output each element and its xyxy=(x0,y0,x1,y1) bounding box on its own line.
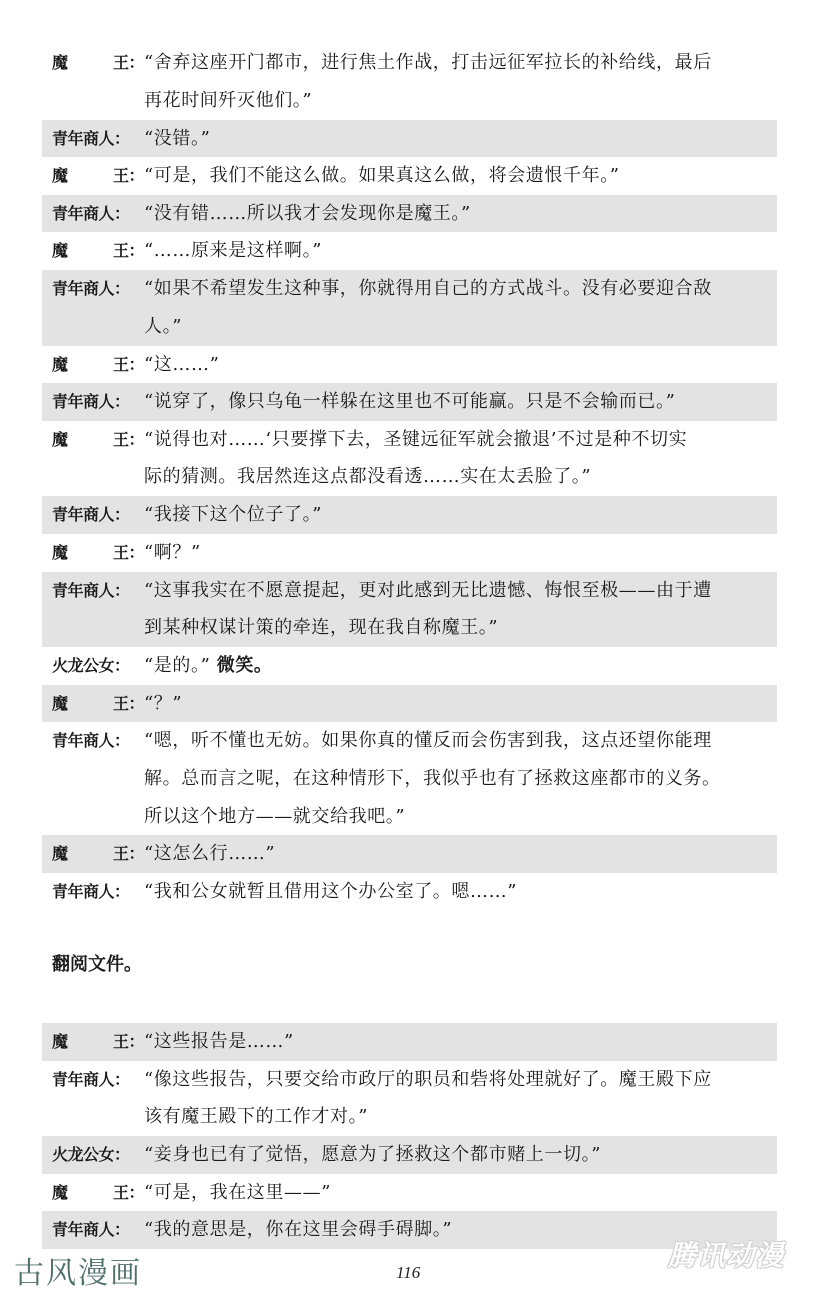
dialogue-text: “这……” xyxy=(144,353,220,375)
dialogue-row xyxy=(42,346,777,384)
dialogue-block-top xyxy=(42,44,777,911)
dialogue-text: “这些报告是……” xyxy=(144,1031,294,1052)
dialogue-row xyxy=(42,685,777,723)
speaker-label: 青年商人： xyxy=(52,203,130,223)
dialogue-text: “是的。” 微笑。 xyxy=(144,655,273,677)
dialogue-row xyxy=(42,120,777,158)
speaker-label: 魔 王： xyxy=(52,241,144,261)
speaker-label: 火龙公女： xyxy=(52,1145,130,1165)
watermark-logo: 腾讯动漫 xyxy=(668,1239,785,1272)
dialogue-row xyxy=(42,421,777,497)
speaker-label: 魔 王： xyxy=(52,429,144,449)
site-logo: 古风漫画 xyxy=(14,1256,142,1291)
dialogue-text: “舍弃这座开门都市，进行焦土作战，打击远征军拉长的补给线，最后 再花时间歼灭他们。” xyxy=(144,52,712,111)
speaker-label: 魔 王： xyxy=(52,53,144,72)
dialogue-text: “如果不希望发生这种事，你就得用自己的方式战斗。没有必要迎合敌 人。” xyxy=(144,277,712,337)
dialogue-row xyxy=(42,1174,777,1212)
dialogue-row xyxy=(42,1023,777,1061)
dialogue-row xyxy=(42,1211,777,1249)
speaker-label: 青年商人： xyxy=(52,505,130,525)
dialogue-row xyxy=(42,270,777,346)
dialogue-row xyxy=(42,873,777,911)
dialogue-text: “我的意思是，你在这里会碍手碍脚。” xyxy=(144,1219,453,1241)
speaker-label: 青年商人： xyxy=(52,392,130,412)
dialogue-row xyxy=(42,496,777,534)
dialogue-text: “这怎么行……” xyxy=(144,843,276,865)
stage-direction: 翻阅文件。 xyxy=(52,954,142,975)
page-number: 116 xyxy=(396,1263,421,1282)
dialogue-row xyxy=(42,534,777,572)
dialogue-text: “没有错……所以我才会发现你是魔王。” xyxy=(144,202,471,224)
dialogue-text: “……原来是这样啊。” xyxy=(144,240,323,262)
speaker-label: 魔 王： xyxy=(52,166,144,186)
speaker-label: 魔 王： xyxy=(52,693,144,713)
dialogue-block-bottom xyxy=(42,1023,777,1249)
speaker-label: 魔 王： xyxy=(52,1182,144,1202)
dialogue-text: “没错。” xyxy=(144,127,211,149)
dialogue-row xyxy=(42,232,777,270)
dialogue-row xyxy=(42,1136,777,1174)
dialogue-row xyxy=(42,722,777,835)
speaker-label: 魔 王： xyxy=(52,844,144,864)
speaker-label: 青年商人： xyxy=(52,881,130,901)
speaker-label: 青年商人： xyxy=(52,1220,130,1240)
speaker-label: 魔 王： xyxy=(52,542,144,562)
dialogue-text: “嗯，听不懂也无妨。如果你真的懂反而会伤害到我，这点还望你能理 解。总而言之呢，在这种情形下，我似乎也有了拯救这座都市的义务。 所以这个地方——就交给我吧。” xyxy=(144,730,721,827)
dialogue-text: “这事我实在不愿意提起，更对此感到无比遗憾、悔恨至极——由于遭 到某种权谋计策的牵连，现在我自称魔王。” xyxy=(144,579,712,639)
dialogue-text: “说穿了，像只乌龟一样躲在这里也不可能赢。只是不会输而已。” xyxy=(144,391,676,413)
dialogue-text: “可是，我在这里——” xyxy=(144,1181,332,1203)
dialogue-text: “我和公女就暂且借用这个办公室了。嗯……” xyxy=(144,880,518,902)
dialogue-row xyxy=(42,157,777,195)
dialogue-row xyxy=(42,44,777,120)
action-note: 微笑。 xyxy=(216,655,273,677)
speaker-label: 青年商人： xyxy=(52,580,130,600)
dialogue-row xyxy=(42,647,777,685)
speaker-label: 魔 王： xyxy=(52,354,144,374)
dialogue-text: “？” xyxy=(144,692,183,714)
dialogue-row xyxy=(42,195,777,233)
speaker-label: 青年商人： xyxy=(52,1069,130,1089)
dialogue-text: “啊？” xyxy=(144,541,201,563)
dialogue-text: “可是，我们不能这么做。如果真这么做，将会遗恨千年。” xyxy=(144,165,620,187)
speaker-label: 青年商人： xyxy=(52,278,130,298)
dialogue-row xyxy=(42,835,777,873)
dialogue-text: “妾身也已有了觉悟，愿意为了拯救这个都市赌上一切。” xyxy=(144,1144,602,1166)
speaker-label: 青年商人： xyxy=(52,731,130,751)
dialogue-text: “像这些报告，只要交给市政厅的职员和砦将处理就好了。魔王殿下应 该有魔王殿下的工作才对。” xyxy=(144,1068,712,1128)
speaker-label: 火龙公女： xyxy=(52,656,130,676)
speaker-label: 魔 王： xyxy=(52,1032,144,1051)
dialogue-row xyxy=(42,572,777,648)
dialogue-text: “说得也对……‘只要撑下去，圣键远征军就会撤退’不过是种不切实 际的猜测。我居然连这点都没看透……实在太丢脸了。” xyxy=(144,428,688,488)
dialogue-text: “我接下这个位子了。” xyxy=(144,504,323,526)
dialogue-row xyxy=(42,383,777,421)
dialogue-row xyxy=(42,1061,777,1137)
speaker-label: 青年商人： xyxy=(52,128,130,148)
